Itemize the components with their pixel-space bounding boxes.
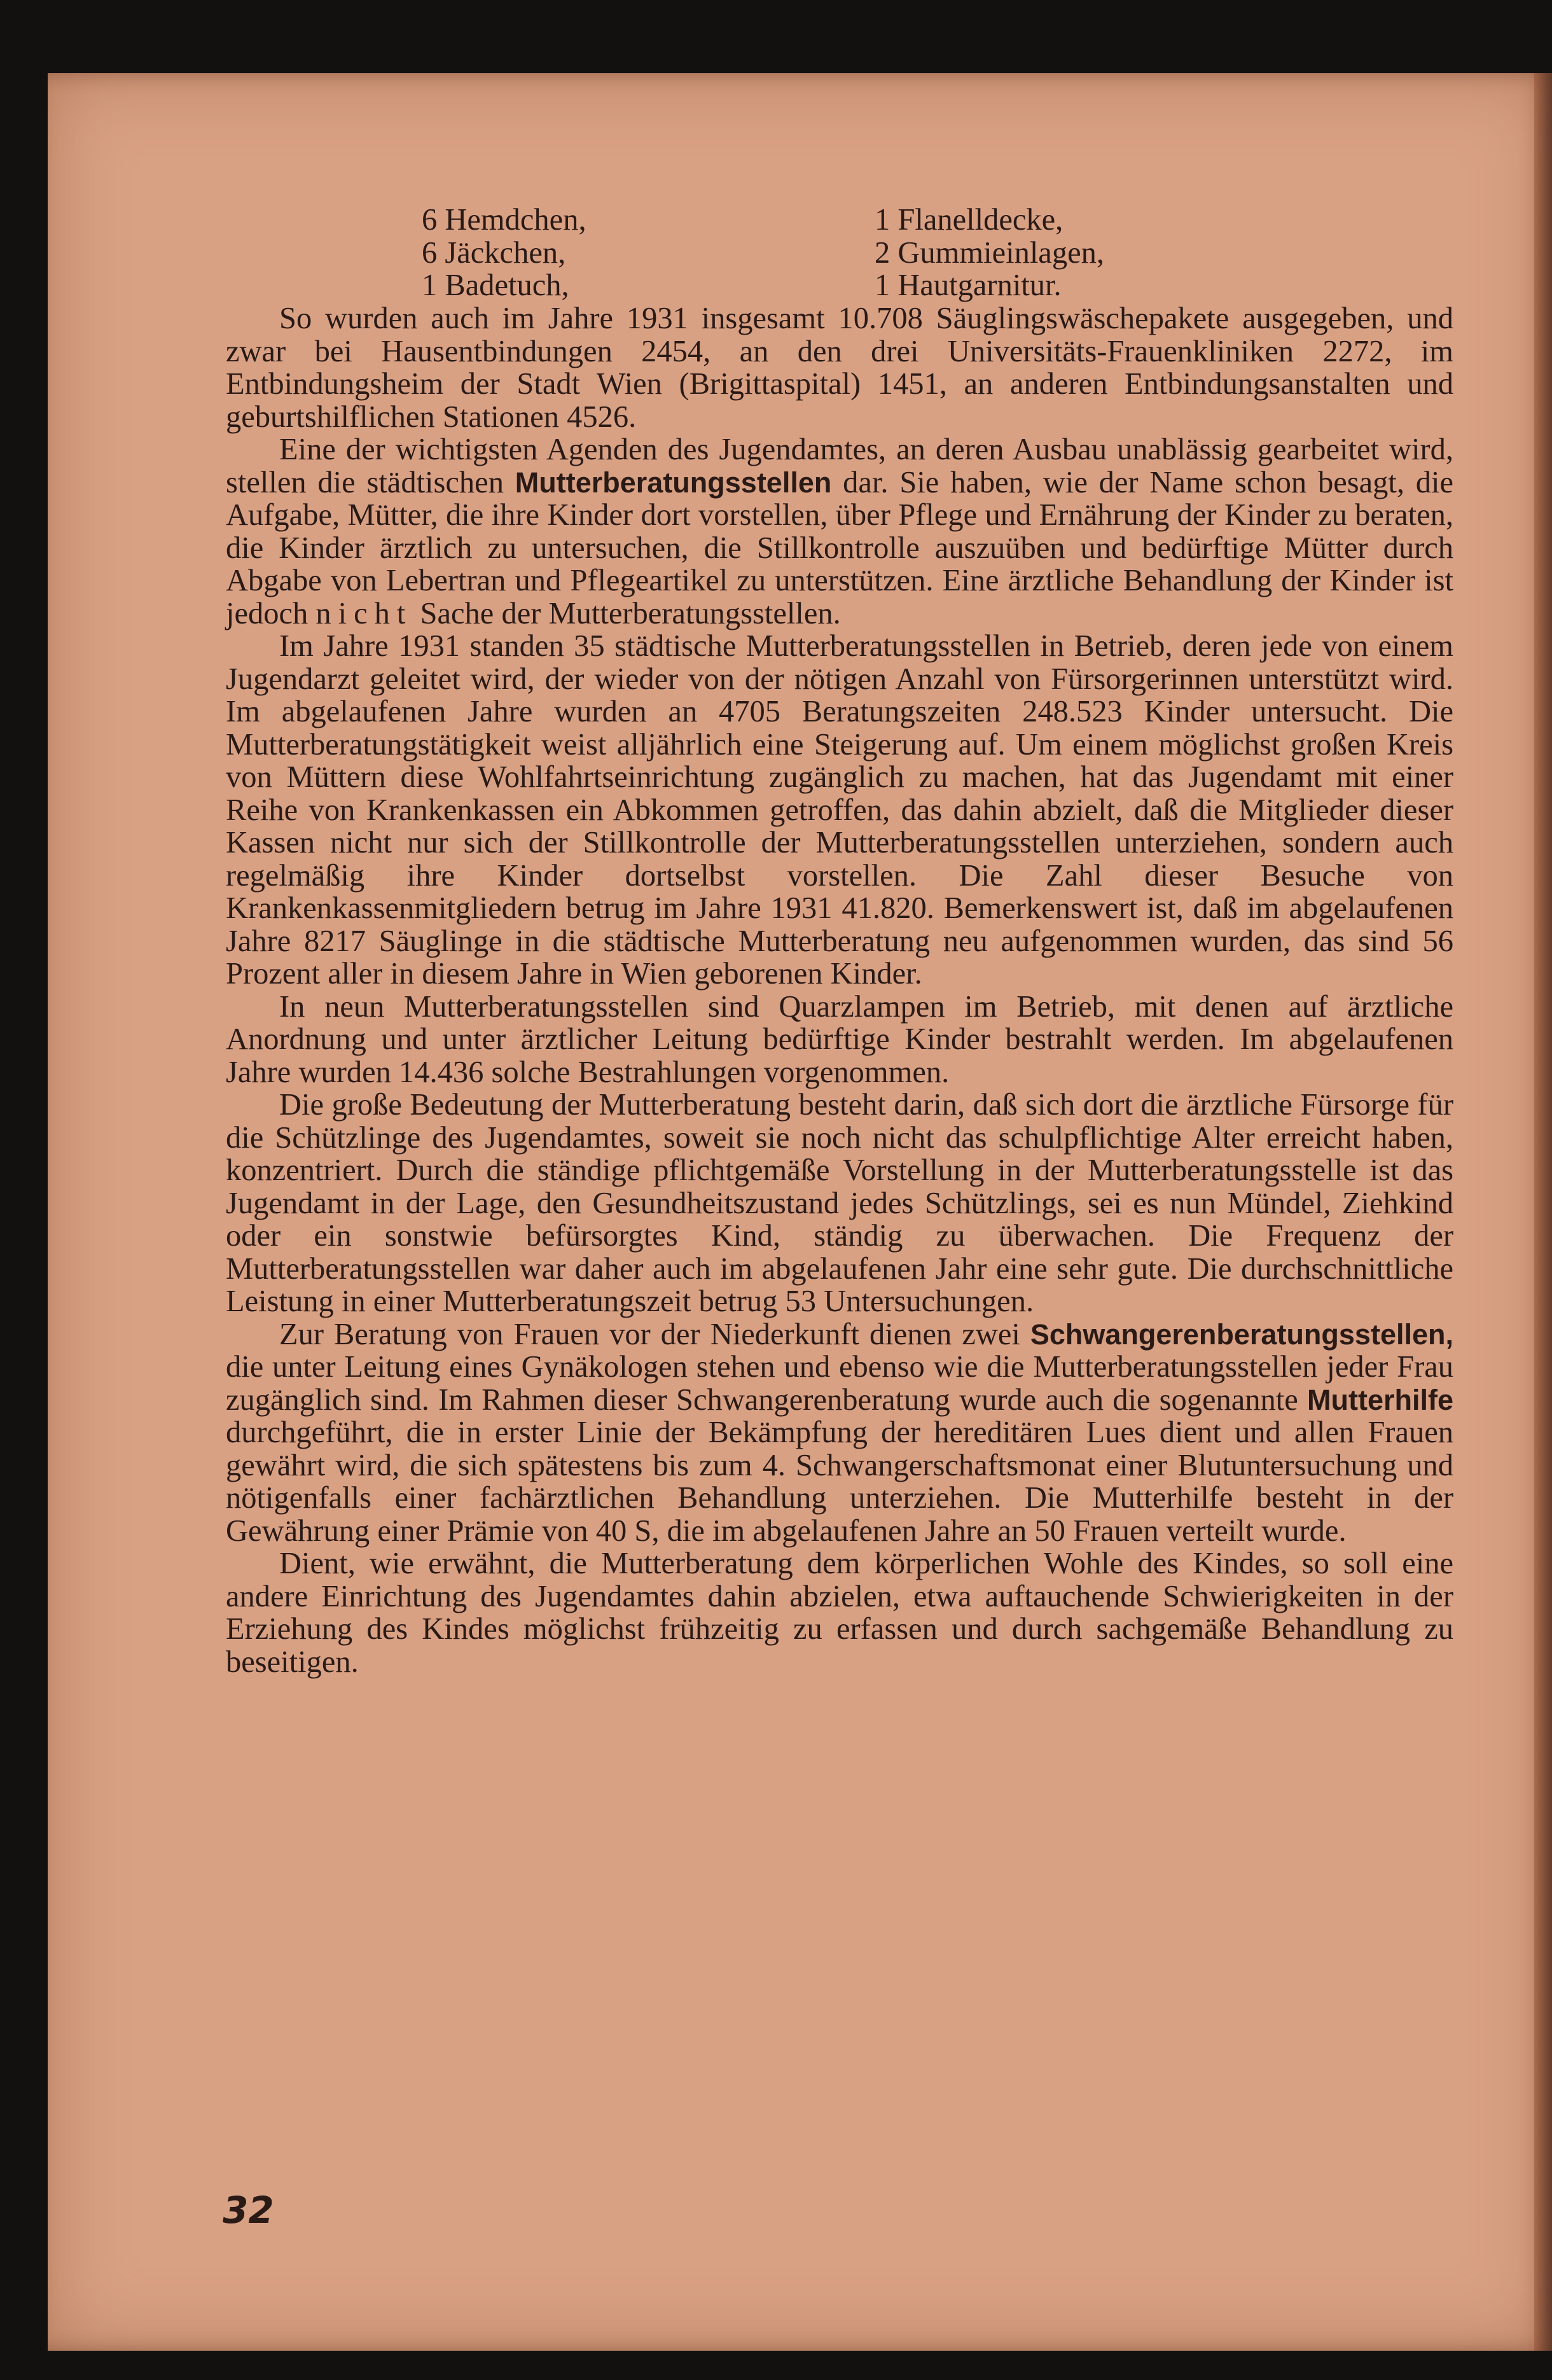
paragraph-quarzlampen: In neun Mutterberatungsstellen sind Quarzlampen im Betrieb, mit denen auf ärztliche Anordnung und unter ärztlicher Leitung bedürftige Kinder bestrahlt werden. Im abgelaufenen Jahre wurden 14.436 solche Bestrahlungen vorgenommen. bbox=[226, 989, 1453, 1089]
list-item: 1 Badetuch, bbox=[422, 268, 569, 302]
list-item: 6 Hemdchen, bbox=[422, 203, 586, 237]
list-item: 2 Gummieinlagen, bbox=[875, 235, 1104, 270]
paragraph-schwangerenberatung: Zur Beratung von Frauen vor der Niederkunft dienen zwei Schwangerenberatungsstellen, die unter Leitung eines Gynäkologen stehen und ebenso wie die Mutterberatungsstellen jeder Frau zugänglich sind. Im Rahmen dieser Schwangerenberatung wurde auch die sogenannte Mutterhilfe durchgeführt, die in erster Linie der Bekämpfung der hereditären Lues dient und allen Frauen gewährt wird, die sich spätestens bis zum 4. Schwangerschaftsmonat einer Blutuntersuchung und nötigenfalls einer fachärztlichen Behandlung unterziehen. Die Mutterhilfe besteht in der Gewährung einer Prämie von 40 S, die im abgelaufenen Jahre an 50 Frauen verteilt wurde. bbox=[226, 1317, 1453, 1548]
list-item: 6 Jäckchen, bbox=[422, 235, 566, 270]
paragraph-erziehung: Dient, wie erwähnt, die Mutterberatung dem körperlichen Wohle des Kindes, so soll eine andere Einrichtung des Jugendamtes dahin abzielen, etwa auftauchende Schwierigkeiten in der Erziehung des Kindes möglichst frühzeitig zu erfassen und durch sachgemäße Behandlung zu beseitigen. bbox=[226, 1547, 1453, 1679]
paragraph-waeschepakete: So wurden auch im Jahre 1931 insgesamt 10.708 Säuglingswäschepakete ausgegeben, und zwar bei Hausentbindungen 2454, an den drei Universitäts-Frauenkliniken 2272, im Entbindungsheim der Stadt Wien (Brigittaspital) 1451, an anderen Entbindungsanstalten und geburtshilflichen Stationen 4526. bbox=[226, 302, 1453, 434]
book-page bbox=[48, 73, 1552, 2351]
list-item: 1 Hautgarnitur. bbox=[875, 268, 1062, 302]
keyword-schwangerenberatungsstellen: Schwangerenberatungsstellen, bbox=[1030, 1318, 1453, 1351]
paragraph-bedeutung: Die große Bedeutung der Mutterberatung besteht darin, daß sich dort die ärztliche Fürsorge für die Schützlinge des Jugendamtes, soweit sie noch nicht das schulpflichtige Alter erreicht haben, konzentriert. Durch die ständige pflichtgemäße Vorstellung in der Mutterberatungsstelle ist das Jugendamt in der Lage, den Gesundheitszustand jedes Schützlings, sei es nun Mündel, Ziehkind oder ein sonstwie befürsorgtes Kind, ständig zu überwachen. Die Frequenz der Mutterberatungsstellen war daher auch im abgelaufenen Jahr eine sehr gute. Die durchschnittliche Leistung in einer Mutterberatungszeit betrug 53 Untersuchungen. bbox=[226, 1088, 1453, 1318]
page-number: 32 bbox=[223, 2189, 274, 2232]
page-text bbox=[226, 204, 1453, 1678]
keyword-mutterberatungsstellen: Mutterberatungsstellen bbox=[515, 466, 832, 499]
item-list-left bbox=[422, 204, 586, 302]
paragraph-statistik-1931: Im Jahre 1931 standen 35 städtische Mutterberatungsstellen in Betrieb, deren jede von einem Jugendarzt geleitet wird, der wieder von der nötigen Anzahl von Fürsorgerinnen unterstützt wird. Im abgelaufenen Jahre wurden an 4705 Beratungszeiten 248.523 Kinder untersucht. Die Mutterberatungstätigkeit weist alljährlich eine Steigerung auf. Um einem möglichst großen Kreis von Müttern diese Wohlfahrtseinrichtung zugänglich zu machen, hat das Jugendamt mit einer Reihe von Krankenkassen ein Abkommen getroffen, das dahin abzielt, daß die Mitglieder dieser Kassen nicht nur sich der Stillkontrolle der Mutterberatungsstellen unterziehen, sondern auch regelmäßig ihre Kinder dortselbst vorstellen. Die Zahl dieser Besuche von Krankenkassenmitgliedern betrug im Jahre 1931 41.820. Bemerkenswert ist, daß im abgelaufenen Jahre 8217 Säuglinge in die städtische Mutterberatung neu aufgenommen wurden, das sind 56 Prozent aller in diesem Jahre in Wien geborenen Kinder. bbox=[226, 629, 1453, 991]
paragraph-mutterberatung: Eine der wichtigsten Agenden des Jugendamtes, an deren Ausbau unablässig gearbeitet wird, stellen die städtischen Mutterberatungsstellen dar. Sie haben, wie der Name schon besagt, die Aufgabe, Mütter, die ihre Kinder dort vorstellen, über Pflege und Ernährung der Kinder zu beraten, die Kinder ärztlich zu untersuchen, die Stillkontrolle auszuüben und bedürftige Mütter durch Abgabe von Lebertran und Pflegeartikel zu unterstützen. Eine ärztliche Behandlung der Kinder ist jedoch nicht Sache der Mutterberatungsstellen. bbox=[226, 433, 1454, 630]
list-item: 1 Flanelldecke, bbox=[875, 203, 1064, 237]
emphasis-nicht: nicht bbox=[315, 596, 413, 630]
item-list bbox=[422, 204, 1453, 302]
item-list-right bbox=[875, 204, 1104, 302]
keyword-mutterhilfe: Mutterhilfe bbox=[1307, 1383, 1453, 1416]
